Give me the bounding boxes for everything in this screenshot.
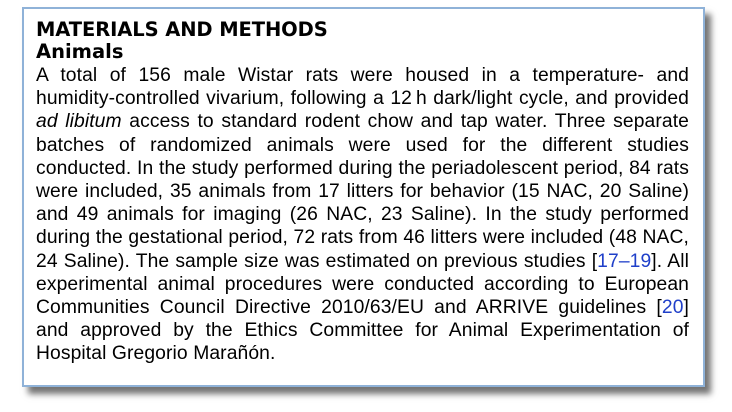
subsection-heading: Animals (36, 40, 124, 63)
animals-paragraph (36, 64, 689, 366)
citation-link-20[interactable]: 20 (661, 297, 684, 319)
paragraph-text-4: ] and approved by the Ethics Committee for Animal Experimentation of Hospital Gregorio Marañón. (36, 297, 689, 365)
section-heading: MATERIALS AND METHODS (36, 18, 328, 41)
citation-link-17-19[interactable]: 17–19 (597, 250, 652, 272)
paragraph-text-1: A total of 156 male Wistar rats were housed in a temperature- and humidity-controlled vivarium, following a 12 h dark/light cycle, and provided (36, 65, 689, 110)
paragraph-text-2: access to standard rodent chow and tap water. Three separate batches of randomized animals were used for the different studies conducted. In the study performed during the periadolescent period, 84 rats were included, 35 animals from 17 litters for behavior (15 NAC, 20 Saline) and 49 animals for imaging (26 NAC, 23 Saline). In the study performed during the gestational period, 72 rats from 46 litters were included (48 NAC, 24 Saline). The sample size was estimated on previous studies [ (36, 111, 689, 272)
text-panel (22, 7, 705, 387)
paragraph-text-3: ]. All experimental animal procedures were conducted according to European Communities Council Directive 2010/63/EU and ARRIVE guidelines [ (36, 250, 689, 319)
italic-term: ad libitum (36, 111, 122, 133)
